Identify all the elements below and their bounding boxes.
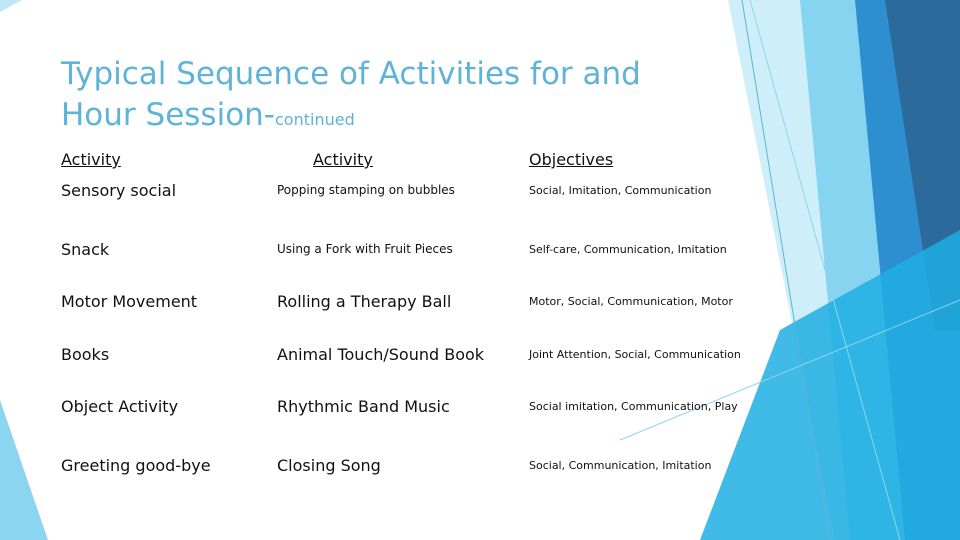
row-6-activity: Greeting good-bye [61,456,211,475]
deco-left-light-shard [0,400,48,540]
row-1-activity: Sensory social [61,181,177,200]
row-3-description: Rolling a Therapy Ball [277,292,452,311]
row-3-activity: Motor Movement [61,292,198,311]
row-4-activity: Books [61,345,110,364]
row-1-objectives: Social, Imitation, Communication [529,184,712,197]
header-activity-2: Activity [313,150,373,169]
row-4-description: Animal Touch/Sound Book [277,345,485,364]
row-2-objectives: Self-care, Communication, Imitation [529,243,727,256]
header-objectives: Objectives [529,150,614,169]
row-2-activity: Snack [61,240,110,259]
header-activity-1: Activity [61,150,121,169]
row-5-description: Rhythmic Band Music [277,397,450,416]
title-line-1: Typical Sequence of Activities for and [61,56,641,92]
deco-top-left-light [0,0,22,12]
row-1-description: Popping stamping on bubbles [277,183,455,197]
title-line-2: Hour Session- [61,97,275,133]
row-5-activity: Object Activity [61,397,179,416]
slide-title [61,54,761,136]
row-5-objectives: Social imitation, Communication, Play [529,400,738,413]
row-6-objectives: Social, Communication, Imitation [529,459,712,472]
row-6-description: Closing Song [277,456,381,475]
title-suffix: continued [275,110,355,129]
row-4-objectives: Joint Attention, Social, Communication [529,348,741,361]
row-2-description: Using a Fork with Fruit Pieces [277,242,453,256]
row-3-objectives: Motor, Social, Communication, Motor [529,295,733,308]
